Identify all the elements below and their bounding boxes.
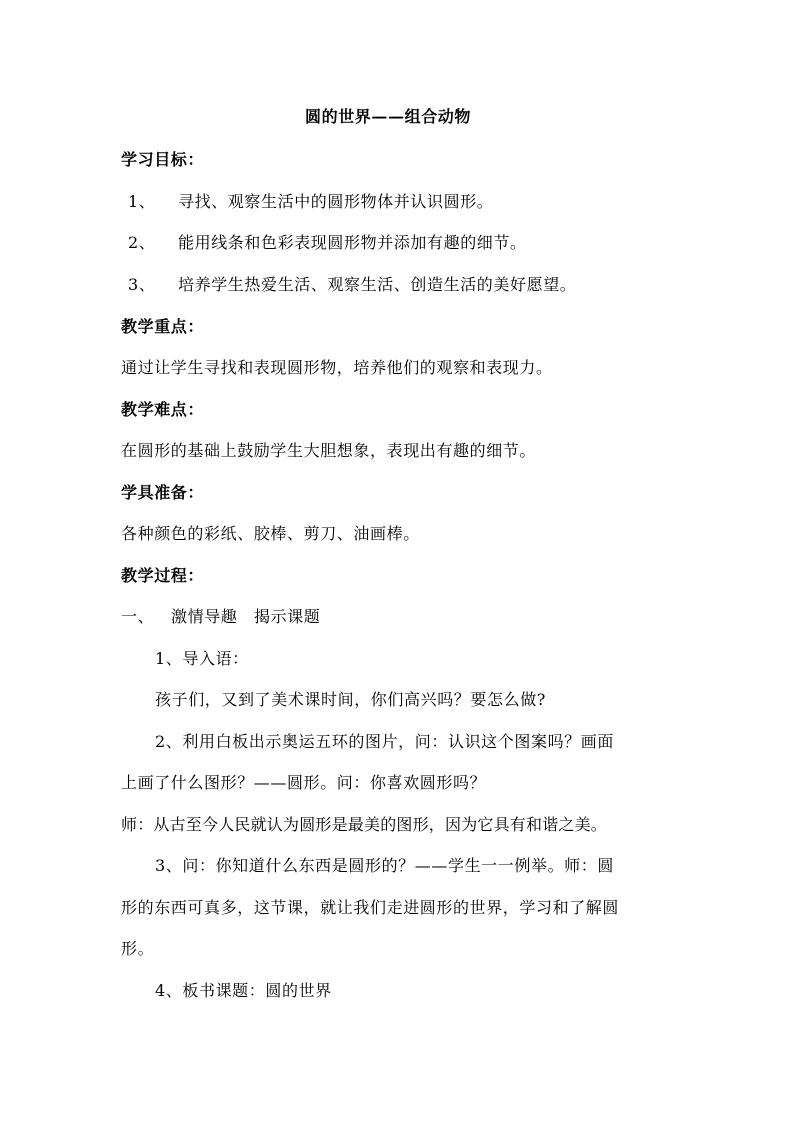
materials-heading: 学具准备： [121, 483, 205, 502]
objective-text: 培养学生热爱生活、观察生活、创造生活的美好愿望。 [178, 275, 577, 294]
step-1-label: 1、导入语： [155, 649, 249, 668]
objectives-heading: 学习目标： [121, 150, 205, 169]
process-part-1 [121, 607, 320, 627]
step-3-line-3: 形。 [121, 939, 155, 958]
objective-text: 寻找、观察生活中的圆形物体并认识圆形。 [178, 192, 494, 211]
objective-number: 1、 [128, 192, 156, 211]
objective-item-2 [128, 233, 527, 253]
objective-number: 2、 [128, 233, 156, 252]
step-3-line-1: 3、问：你知道什么东西是圆形的？——学生一一例举。师：圆 [155, 856, 614, 875]
materials-text: 各种颜色的彩纸、胶棒、剪刀、油画棒。 [121, 524, 420, 543]
step-2-line-2: 上画了什么图形？——圆形。问：你喜欢圆形吗？ [121, 773, 487, 792]
objective-number: 3、 [128, 275, 156, 294]
part-number: 一、 [121, 607, 155, 626]
step-2-line-1: 2、利用白板出示奥运五环的图片，问：认识这个图案吗？画面 [155, 732, 614, 751]
process-heading: 教学过程： [121, 566, 205, 585]
key-points-heading: 教学重点： [121, 317, 205, 336]
document-title: 圆的世界——组合动物 [305, 107, 472, 126]
objective-item-1 [128, 192, 493, 212]
objective-text: 能用线条和色彩表现圆形物并添加有趣的细节。 [178, 233, 527, 252]
part-title: 激情导趣 揭示课题 [171, 607, 321, 626]
objective-item-3 [128, 275, 576, 295]
step-3-line-2: 形的东西可真多，这节课，就让我们走进圆形的世界，学习和了解圆 [121, 898, 620, 917]
key-points-text: 通过让学生寻找和表现圆形物，培养他们的观察和表现力。 [121, 358, 553, 377]
difficulties-heading: 教学难点： [121, 400, 205, 419]
step-1-text: 孩子们，又到了美术课时间，你们高兴吗？要怎么做? [155, 690, 546, 709]
difficulties-text: 在圆形的基础上鼓励学生大胆想象，表现出有趣的细节。 [121, 441, 537, 460]
teacher-remark: 师：从古至今人民就认为圆形是最美的图形，因为它具有和谐之美。 [121, 815, 608, 834]
step-4: 4、板书课题：圆的世界 [155, 981, 332, 1000]
